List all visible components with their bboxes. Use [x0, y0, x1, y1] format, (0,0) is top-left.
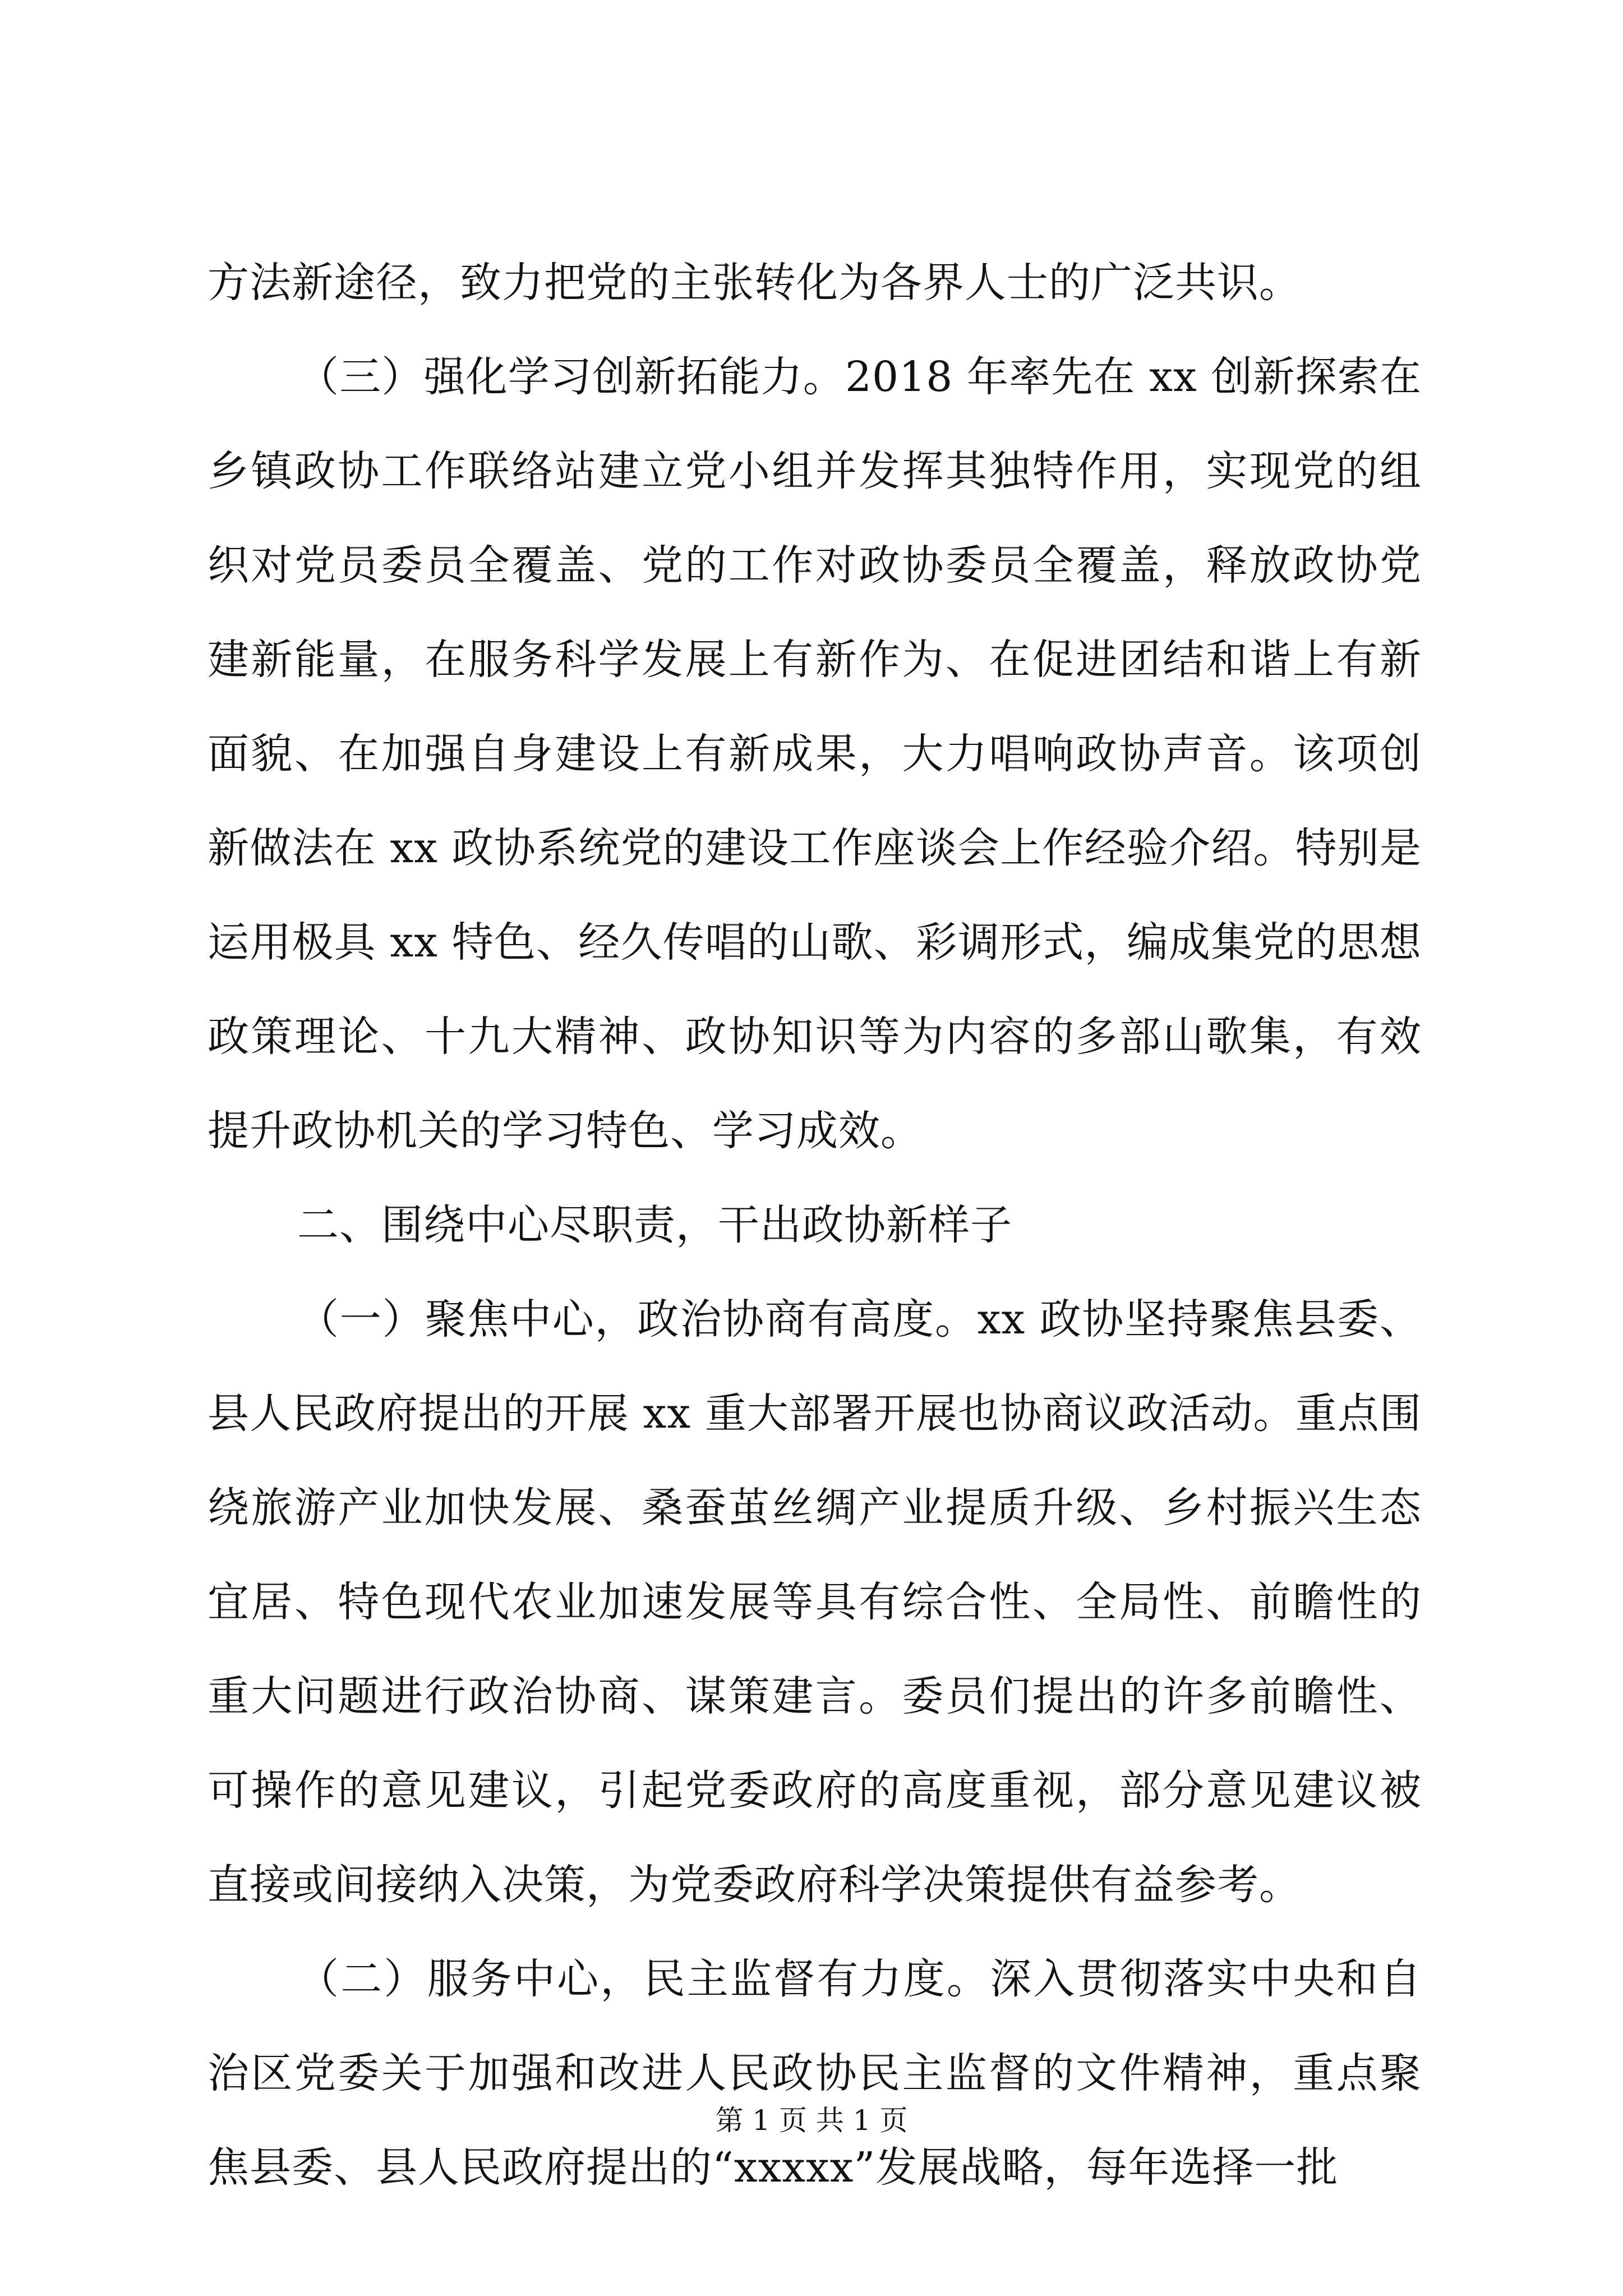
paragraph-subsection-two: （二）服务中心，民主监督有力度。深入贯彻落实中央和自治区党委关于加强和改进人民政协民主监督的文件精神，重点聚焦县委、县人民政府提出的“xxxxx”发展战略，每年选择一批 — [208, 1955, 1422, 2192]
section-heading-two: 二、围绕中心尽职责，干出政协新样子 — [297, 1201, 1012, 1249]
paragraph-subsection-one: （一）聚焦中心，政治协商有高度。xx 政协坚持聚焦县委、县人民政府提出的开展 xx 重大部署开展也协商议政活动。重点围绕旅游产业加快发展、桑蚕茧丝绸产业提质升级、乡村振兴生态宜居、特色现代农业加速发展等具有综合性、全局性、前瞻性的重大问题进行政治协商、谋策建言。委员们提出的许多前瞻性、可操作的意见建议，引起党委政府的高度重视，部分意见建议被直接或间接纳入决策，为党委政府科学决策提供有益参考。 — [208, 1295, 1422, 1909]
document-body — [208, 236, 1422, 2215]
paragraph-section-three: （三）强化学习创新拓能力。2018 年率先在 xx 创新探索在乡镇政协工作联络站建立党小组并发挥其独特作用，实现党的组织对党员委员全覆盖、党的工作对政协委员全覆盖，释放政协党建新能量，在服务科学发展上有新作为、在促进团结和谐上有新面貌、在加强自身建设上有新成果，大力唱响政协声音。该项创新做法在 xx 政协系统党的建设工作座谈会上作经验介绍。特别是运用极具 xx 特色、经久传唱的山歌、彩调形式，编成集党的思想政策理论、十九大精神、政协知识等为内容的多部山歌集，有效提升政协机关的学习特色、学习成效。 — [208, 353, 1422, 1155]
paragraph-continuation: 方法新途径，致力把党的主张转化为各界人士的广泛共识。 — [208, 259, 1301, 307]
page-footer: 第 1 页 共 1 页 — [715, 2104, 908, 2137]
